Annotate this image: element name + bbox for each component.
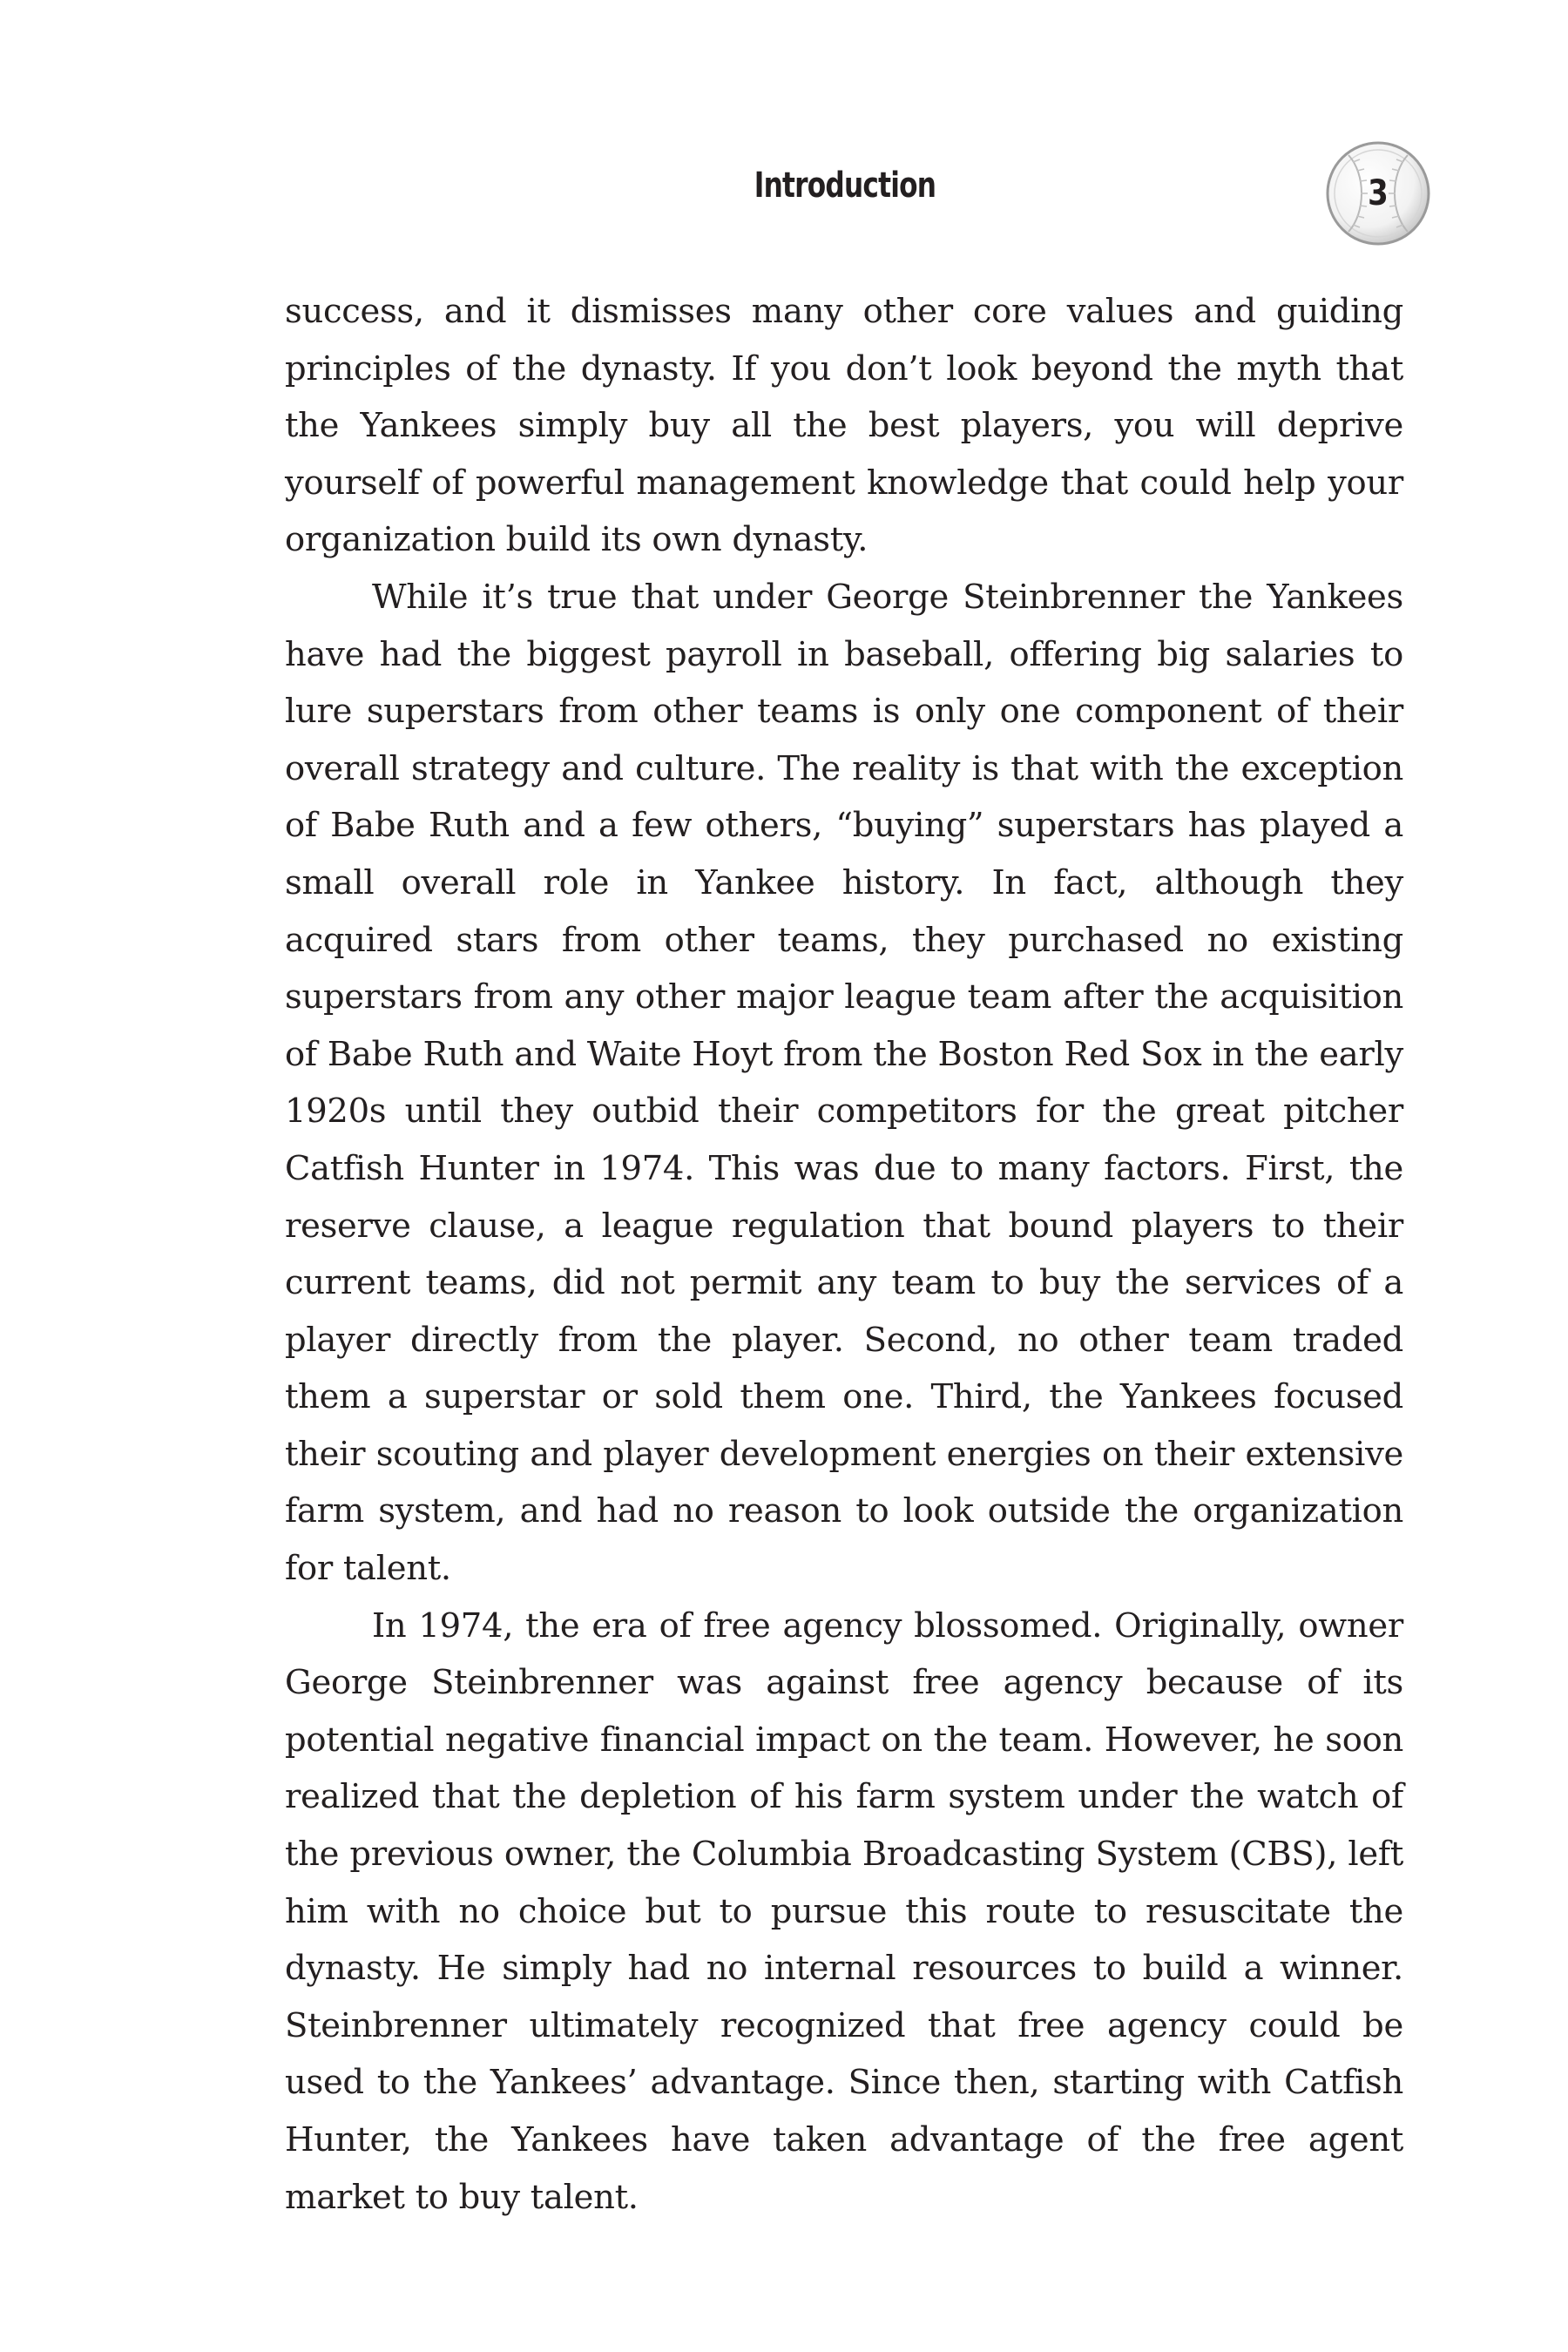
body-text (285, 283, 1403, 2226)
baseball-page-badge (1324, 139, 1432, 247)
page-number: 3 (1368, 173, 1389, 213)
paragraph-2: While it’s true that under George Steinbrenner the Yankees have had the biggest payroll in baseball, offering big salaries to lure superstars from other teams is only one component of their overall strategy and culture. The reality is that with the exception of Babe Ruth and a few others, “buying” superstars has played a small overall role in Yankee history. In fact, although they acquired stars from other teams, they purchased no existing superstars from any other major league team after the acquisition of Babe Ruth and Waite Hoyt from the Boston Red Sox in the early 1920s until they outbid their competitors for the great pitcher Catfish Hunter in 1974. This was due to many factors. First, the reserve clause, a league regulation that bound players to their current teams, did not permit any team to buy the services of a player directly from the player. Second, no other team traded them a superstar or sold them one. Third, the Yankees focused their scouting and player development energies on their extensive farm system, and had no reason to look outside the organization for talent. (285, 577, 1403, 1589)
paragraph-1: success, and it dismisses many other core values and guiding principles of the dynasty. If you don’t look beyond the myth that the Yankees simply buy all the best players, you will deprive yourself of powerful management knowledge that could help your organization build its own dynasty. (285, 292, 1403, 560)
running-head-title: Introduction (754, 166, 936, 206)
paragraph-3: In 1974, the era of free agency blossomed. Originally, owner George Steinbrenner was against free agency because of its potential negative financial impact on the team. However, he soon realized that the depletion of his farm system under the watch of the previous owner, the Columbia Broadcasting System (CBS), left him with no choice but to pursue this route to resuscitate the dynasty. He simply had no internal resources to build a winner. Steinbrenner ultimately recognized that free agency could be used to the Yankees’ advantage. Since then, starting with Catfish Hunter, the Yankees have taken advantage of the free agent market to buy talent. (285, 1605, 1403, 2217)
